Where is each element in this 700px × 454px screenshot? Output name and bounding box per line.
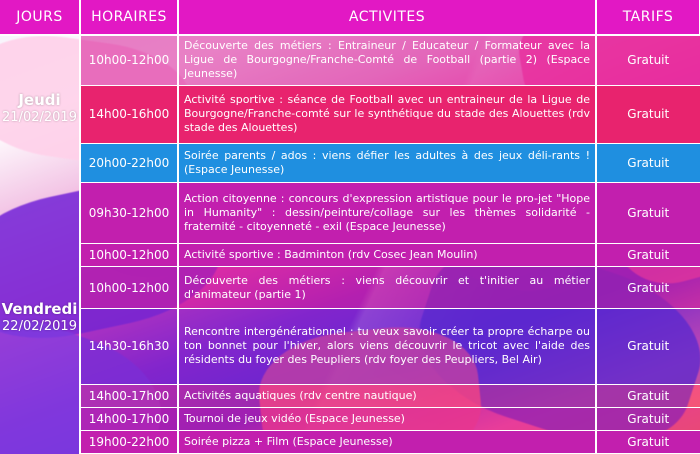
day-name: Jeudi [18,91,61,110]
header-tarifs: TARIFS [596,0,700,35]
price-cell: Gratuit [596,267,700,309]
time-cell: 14h30-16h30 [80,309,178,385]
table-row [0,143,700,183]
activity-cell: Action citoyenne : concours d'expression artistique pour le pro-jet "Hope in Humanity" : dessin/peinture/collage sur les thèmes solidarité - fraternité - citoyenneté - exil (Espace Jeunesse) [178,183,596,244]
price-cell: Gratuit [596,35,700,85]
price-cell: Gratuit [596,407,700,430]
table-row [0,183,700,244]
activity-cell: Rencontre intergénérationnel : tu veux savoir créer ta propre écharpe ou ton bonnet pour l'hiver, alors viens découvrir le tricot avec l'aide des résidents du foyer des Peupliers (rdv foyer des Peupliers, Bel Air) [178,309,596,385]
table-row [0,430,700,453]
time-cell: 14h00-17h00 [80,407,178,430]
price-cell: Gratuit [596,309,700,385]
table-row [0,384,700,407]
table-header-row [0,0,700,35]
time-cell: 10h00-12h00 [80,267,178,309]
table-row [0,85,700,143]
day-date: 21/02/2019 [2,110,77,126]
time-cell: 20h00-22h00 [80,143,178,183]
activity-cell: Soirée pizza + Film (Espace Jeunesse) [178,430,596,453]
table-row [0,267,700,309]
activity-cell: Soirée parents / ados : viens défier les adultes à des jeux déli-rants ! (Espace Jeunesse) [178,143,596,183]
time-cell: 14h00-16h00 [80,85,178,143]
time-cell: 19h00-22h00 [80,430,178,453]
table-row [0,309,700,385]
price-cell: Gratuit [596,244,700,267]
activity-cell: Tournoi de jeux vidéo (Espace Jeunesse) [178,407,596,430]
table-row [0,407,700,430]
price-cell: Gratuit [596,143,700,183]
header-horaires: HORAIRES [80,0,178,35]
price-cell: Gratuit [596,85,700,143]
table-row [0,35,700,85]
time-cell: 10h00-12h00 [80,35,178,85]
day-cell-vendredi [0,183,80,454]
activity-cell: Activité sportive : séance de Football avec un entraineur de la Ligue de Bourgogne/Franche-comté sur le synthétique du stade des Alouettes (rdv stade des Alouettes) [178,85,596,143]
activity-cell: Activités aquatiques (rdv centre nautique) [178,384,596,407]
activity-cell: Découverte des métiers : viens découvrir et t'initier au métier d'animateur (partie 1) [178,267,596,309]
time-cell: 10h00-12h00 [80,244,178,267]
price-cell: Gratuit [596,384,700,407]
price-cell: Gratuit [596,430,700,453]
table-row [0,244,700,267]
time-cell: 09h30-12h00 [80,183,178,244]
day-name: Vendredi [1,300,78,319]
activity-cell: Activité sportive : Badminton (rdv Cosec Jean Moulin) [178,244,596,267]
header-activites: ACTIVITES [178,0,596,35]
time-cell: 14h00-17h00 [80,384,178,407]
price-cell: Gratuit [596,183,700,244]
activity-cell: Découverte des métiers : Entraineur / Educateur / Formateur avec la Ligue de Bourgogne/Franche-Comté de Football (partie 2) (Espace Jeunesse) [178,35,596,85]
header-jours: JOURS [0,0,80,35]
day-date: 22/02/2019 [2,319,77,335]
day-cell-jeudi [0,35,80,183]
